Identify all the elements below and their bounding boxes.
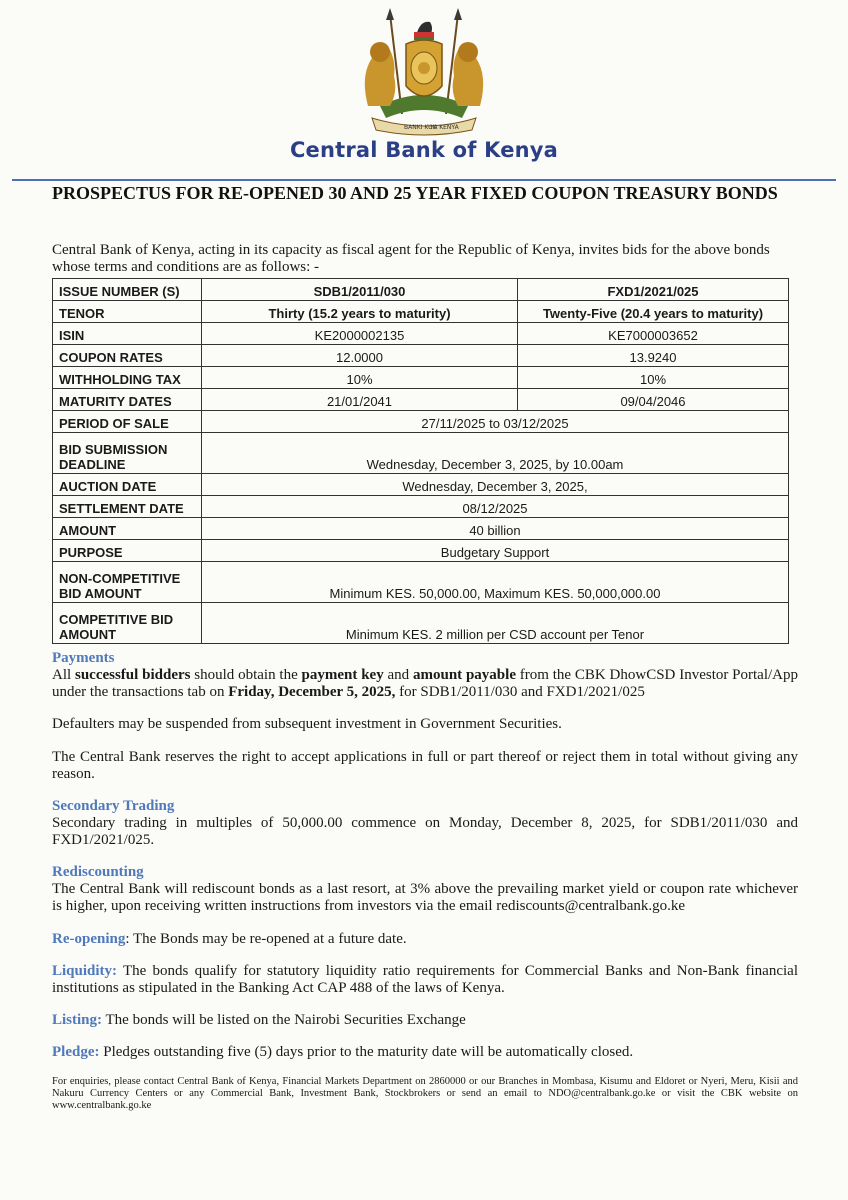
table-row-maturity-dates [53, 389, 789, 411]
bond1-tax: 10% [202, 367, 518, 389]
bond-terms-table [52, 278, 789, 644]
liquidity-heading: Liquidity: [52, 963, 118, 979]
purpose-value: Budgetary Support [202, 540, 789, 562]
text-run: for SDB1/2011/030 and FXD1/2021/025 [395, 684, 645, 700]
enquiries-footer: For enquiries, please contact Central Bank of Kenya, Financial Markets Department on 2860000 or our Branches in Mombasa, Kisumu and Eldoret or Nyeri, Meru, Kisii and Nakuru Currency Centers or any Commercial Bank, Investment Bank, Stockbrokers or send an email to NDO@centralbank.go.ke or visit the CBK website on www.centralbank.go.ke [52, 1076, 798, 1111]
table-row-tenor [53, 301, 789, 323]
payments-section [52, 650, 798, 701]
table-row-period-of-sale [53, 411, 789, 433]
bond2-tax: 10% [518, 367, 789, 389]
bond1-coupon: 12.0000 [202, 345, 518, 367]
text-run: from the CBK DhowCSD Investor Portal/App under the transactions tab on [52, 667, 798, 700]
text-run: should obtain the [190, 667, 302, 683]
row-label: WITHHOLDING TAX [53, 367, 202, 389]
secondary-trading-section [52, 798, 798, 849]
bond2-issue-number: FXD1/2021/025 [518, 279, 789, 301]
table-row-purpose [53, 540, 789, 562]
row-label: ISIN [53, 323, 202, 345]
table-row-settlement-date [53, 496, 789, 518]
secondary-trading-text: Secondary trading in multiples of 50,000.00 commence on Monday, December 8, 2025, for SDB1/2011/030 and FXD1/2021/025. [52, 815, 798, 848]
pledge-section [52, 1044, 798, 1061]
bold-run: Friday, December 5, 2025, [228, 684, 396, 700]
bid-deadline-value: Wednesday, December 3, 2025, by 10.00am [202, 433, 789, 474]
svg-text:BANKI KUU: BANKI KUU [404, 124, 437, 131]
row-label: SETTLEMENT DATE [53, 496, 202, 518]
row-label: AUCTION DATE [53, 474, 202, 496]
bold-run: successful bidders [74, 667, 191, 683]
pledge-text: Pledges outstanding five (5) days prior to the maturity date will be automatically closed. [99, 1044, 634, 1060]
rediscounting-heading: Rediscounting [52, 864, 144, 880]
liquidity-section [52, 963, 798, 997]
listing-section [52, 1012, 798, 1029]
row-label: ISSUE NUMBER (S) [53, 279, 202, 301]
row-label: AMOUNT [53, 518, 202, 540]
bond2-isin: KE7000003652 [518, 323, 789, 345]
table-row-isin [53, 323, 789, 345]
bold-run: payment key [301, 667, 384, 683]
table-row-issue-number [53, 279, 789, 301]
reopening-section [52, 931, 798, 948]
svg-text:YA KENYA: YA KENYA [430, 124, 459, 131]
text-run: and [383, 667, 413, 683]
intro-paragraph: Central Bank of Kenya, acting in its capacity as fiscal agent for the Republic of Kenya, invites bids for the above bonds whose terms and conditions are as follows: - [52, 242, 770, 275]
document-title: PROSPECTUS FOR RE-OPENED 30 AND 25 YEAR FIXED COUPON TREASURY BONDS [52, 183, 778, 203]
bond1-tenor: Thirty (15.2 years to maturity) [202, 301, 518, 323]
auction-date-value: Wednesday, December 3, 2025, [202, 474, 789, 496]
listing-text: The bonds will be listed on the Nairobi Securities Exchange [102, 1012, 466, 1028]
payments-heading: Payments [52, 650, 115, 666]
bank-name: Central Bank of Kenya [289, 138, 559, 162]
table-row-non-competitive [53, 562, 789, 603]
table-row-amount [53, 518, 789, 540]
rediscounting-text: The Central Bank will rediscount bonds as a last resort, at 3% above the prevailing market yield or coupon rate whichever is higher, upon receiving written instructions from investors via the email rediscounts@centralbank.go.ke [52, 881, 798, 914]
table-row-competitive [53, 603, 789, 644]
reopening-text: : The Bonds may be re-opened at a future date. [125, 931, 407, 947]
row-label: COUPON RATES [53, 345, 202, 367]
defaulters-paragraph: Defaulters may be suspended from subsequent investment in Government Securities. [52, 716, 562, 732]
row-label: NON-COMPETITIVE BID AMOUNT [53, 562, 202, 603]
listing-heading: Listing: [52, 1012, 103, 1028]
bold-run: amount payable [412, 667, 516, 683]
table-row-bid-deadline [53, 433, 789, 474]
bond1-maturity: 21/01/2041 [202, 389, 518, 411]
row-label: PURPOSE [53, 540, 202, 562]
competitive-value: Minimum KES. 2 million per CSD account per Tenor [202, 603, 789, 644]
bond2-maturity: 09/04/2046 [518, 389, 789, 411]
header-divider [12, 179, 836, 181]
bond2-tenor: Twenty-Five (20.4 years to maturity) [518, 301, 789, 323]
pledge-heading: Pledge: [52, 1044, 100, 1060]
liquidity-text: The bonds qualify for statutory liquidity ratio requirements for Commercial Banks and Non-Bank financial institutions as stipulated in the Banking Act CAP 488 of the laws of Kenya. [52, 963, 798, 996]
row-label: PERIOD OF SALE [53, 411, 202, 433]
row-label: COMPETITIVE BID AMOUNT [53, 603, 202, 644]
text-run: All [52, 667, 75, 683]
table-row-auction-date [53, 474, 789, 496]
row-label: MATURITY DATES [53, 389, 202, 411]
rights-paragraph: The Central Bank reserves the right to accept applications in full or part thereof or reject them in total without giving any reason. [52, 749, 798, 782]
kenya-coat-of-arms-logo [350, 6, 498, 138]
table-row-withholding-tax [53, 367, 789, 389]
row-label: BID SUBMISSION DEADLINE [53, 433, 202, 474]
non-competitive-value: Minimum KES. 50,000.00, Maximum KES. 50,000,000.00 [202, 562, 789, 603]
amount-value: 40 billion [202, 518, 789, 540]
secondary-trading-heading: Secondary Trading [52, 798, 175, 814]
period-of-sale-value: 27/11/2025 to 03/12/2025 [202, 411, 789, 433]
reopening-heading: Re-opening [52, 931, 126, 947]
bond1-issue-number: SDB1/2011/030 [202, 279, 518, 301]
settlement-date-value: 08/12/2025 [202, 496, 789, 518]
bond1-isin: KE2000002135 [202, 323, 518, 345]
rediscounting-section [52, 864, 798, 915]
bond2-coupon: 13.9240 [518, 345, 789, 367]
table-row-coupon-rates [53, 345, 789, 367]
row-label: TENOR [53, 301, 202, 323]
